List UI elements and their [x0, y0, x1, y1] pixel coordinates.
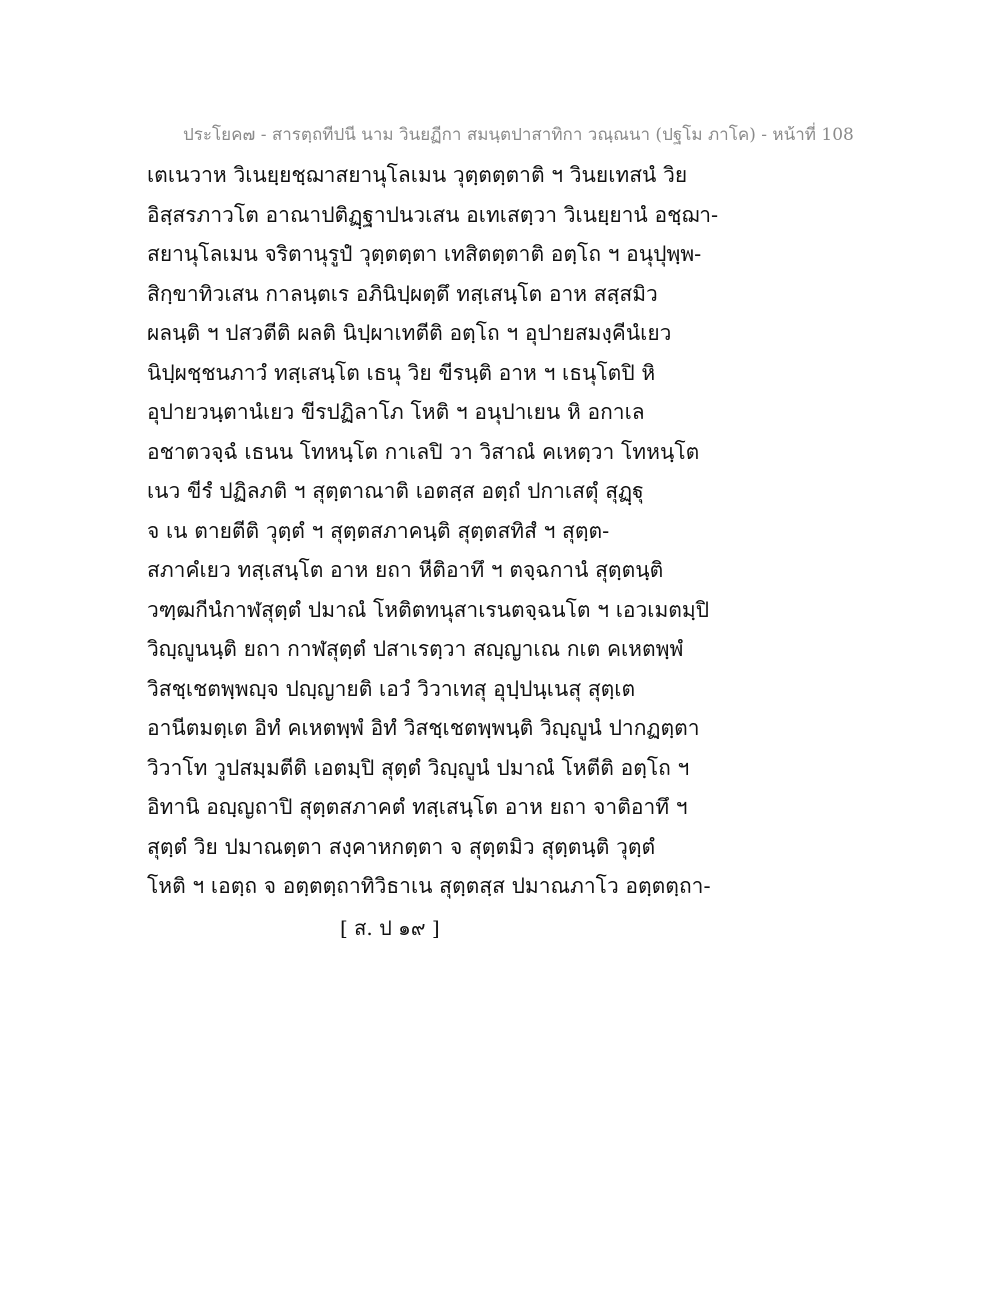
body-text: [147, 156, 847, 907]
text-line-14: วิสชฺเชตพฺพญฺจ ปญฺญายติ เอวํ วิวาเทสุ อุปฺปนฺเนสุ สุตฺเต: [147, 676, 636, 701]
page-header: ประโยค๗ - สารตฺถทีปนี นาม วินยฏีกา สมนฺตปาสาทิกา วณฺณนา (ปฐโม ภาโค) - หน้าที่ 108: [183, 125, 854, 145]
text-line-18: สุตฺตํ วิย ปมาณตฺตา สงฺคาหกตฺตา จ สุตฺตมิว สุตฺตนฺติ วุตฺตํ: [147, 834, 656, 859]
text-line-17: อิทานิ อญฺญถาปิ สุตฺตสภาคตํ ทสฺเสนฺโต อาห ยถา จาติอาทึ ฯ: [147, 795, 688, 819]
text-line-9: เนว ขีรํ ปฏิลภติ ฯ สุตฺตาณาติ เอตสฺส อตฺถํ ปกาเสตุํ สุฏฺฐุ: [147, 479, 644, 503]
text-line-3: สยานุโลเมน จริตานุรูปํ วุตฺตตฺตา เทสิตตฺตาติ อตฺโถ ฯ อนุปุพฺพ-: [147, 242, 702, 266]
text-line-7: อุปายวนฺตานํเยว ขีรปฏิลาโภ โหติ ฯ อนุปาเยน หิ อกาเล: [147, 400, 645, 424]
text-line-4: สิกฺขาทิวเสน กาลนฺตเร อภินิปฺผตฺตึ ทสฺเสนฺโต อาห สสฺสมิว: [147, 281, 658, 306]
text-line-19: โหติ ฯ เอตฺถ จ อตฺตตฺถาทิวิธาเน สุตฺตสฺส ปมาณภาโว อตฺตตฺถา-: [147, 874, 711, 898]
text-line-15: อานีตมตฺเต อิทํ คเหตพฺพํ อิทํ วิสชฺเชตพฺพนฺติ วิญฺญูนํ ปากฏตฺตา: [147, 716, 700, 740]
text-line-2: อิสฺสรภาวโต อาณาปติฏฺฐาปนวเสน อเทเสตฺวา วิเนยฺยานํ อชฺฌา-: [147, 202, 719, 227]
text-line-6: นิปฺผชฺชนภาวํ ทสฺเสนฺโต เธนุ วิย ขีรนฺติ อาห ฯ เธนุโตปิ หิ: [147, 360, 656, 385]
text-line-1: เตเนวาห วิเนยฺยชฺฌาสยานุโลเมน วุตฺตตฺตาติ ฯ วินยเทสนํ วิย: [147, 163, 688, 187]
text-line-10: จ เน ตายตีติ วุตฺตํ ฯ สุตฺตสภาคนฺติ สุตฺตสทิสํ ฯ สุตฺต-: [147, 518, 610, 543]
text-line-13: วิญฺญูนนฺติ ยถา กาฬสุตฺตํ ปสาเรตฺวา สญฺญาเณ กเต คเหตพฺพํ: [147, 637, 684, 661]
text-line-5: ผลนฺติ ฯ ปสวตีติ ผลติ นิปฺผาเทตีติ อตฺโถ ฯ อุปายสมงฺคีนํเยว: [147, 321, 672, 345]
text-line-11: สภาคํเยว ทสฺเสนฺโต อาห ยถา หีติอาทึ ฯ ตจฺฉกานํ สุตฺตนฺติ: [147, 558, 664, 582]
text-line-12: วฑฺฒกีนํกาฬสุตฺตํ ปมาณํ โหติตทนุสาเรนตจฺฉนโต ฯ เอวเมตมฺปิ: [147, 597, 710, 622]
text-line-8: อชาตวจฺฉํ เธนน โทหนฺโต กาเลปิ วา วิสาณํ คเหตฺวา โทหนฺโต: [147, 439, 700, 464]
text-line-16: วิวาโท วูปสมฺมตีติ เอตมฺปิ สุตฺตํ วิญฺญูนํ ปมาณํ โหตีติ อตฺโถ ฯ: [147, 755, 690, 780]
page-footer: [ ส. ป ๑๙ ]: [340, 916, 440, 940]
